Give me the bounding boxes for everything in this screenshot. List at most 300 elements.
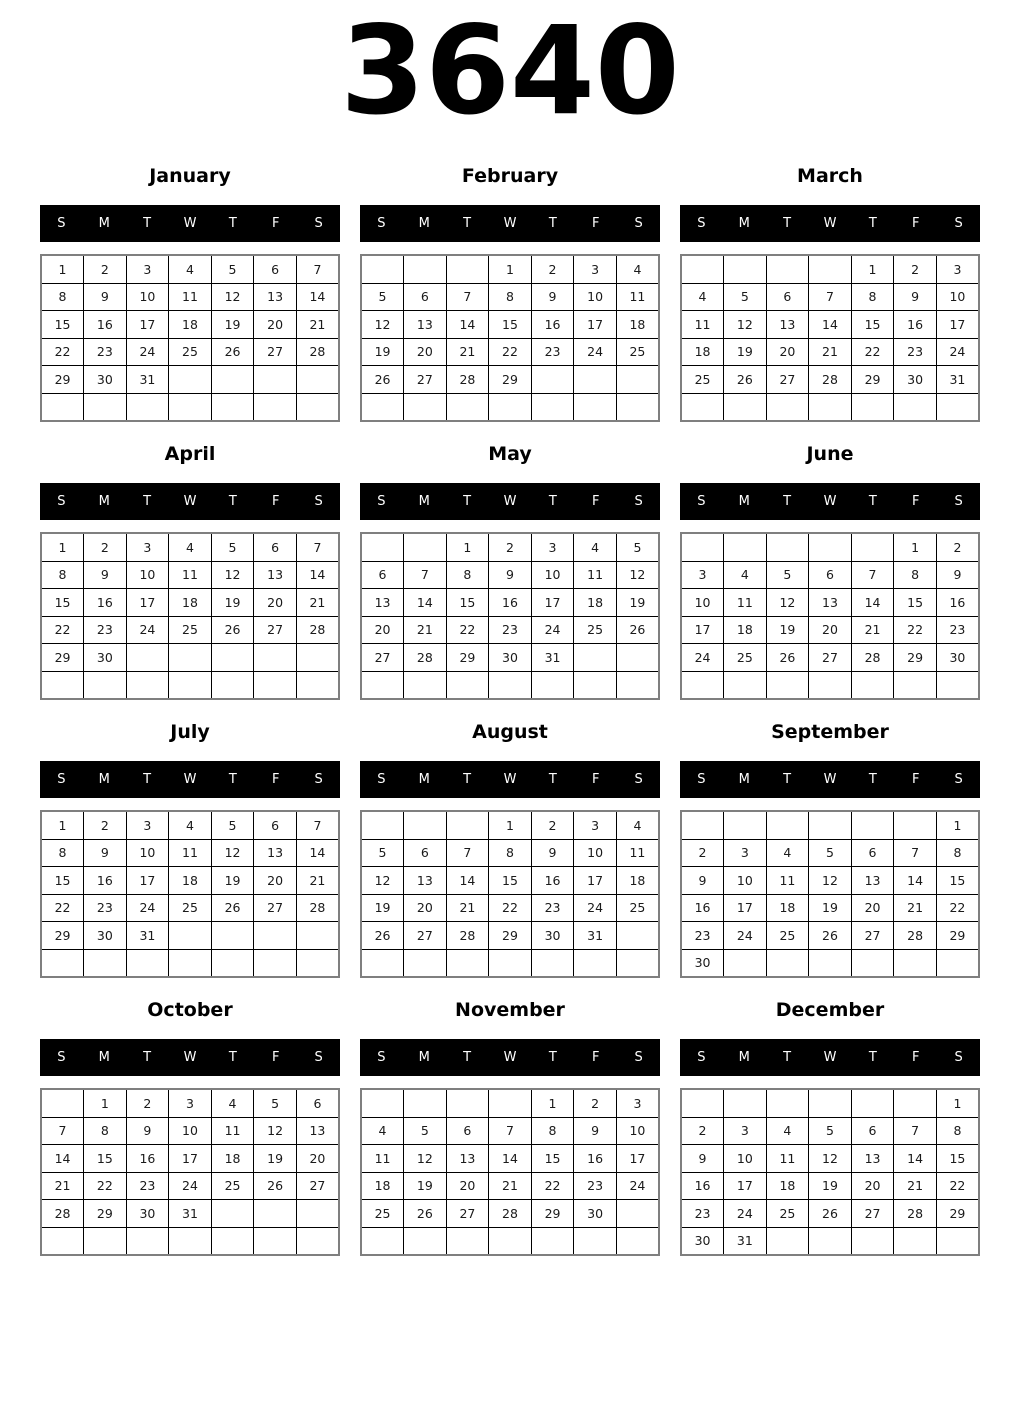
empty-day-cell xyxy=(574,1227,617,1255)
empty-day-cell xyxy=(724,255,767,283)
day-cell: 25 xyxy=(724,644,767,672)
day-cell: 21 xyxy=(446,894,489,922)
month-grid xyxy=(360,1088,660,1256)
day-cell: 6 xyxy=(446,1117,489,1145)
empty-day-cell xyxy=(489,393,532,421)
day-cell: 6 xyxy=(851,1117,894,1145)
week-row xyxy=(41,1200,339,1228)
weekday-label: T xyxy=(463,216,472,231)
day-cell: 27 xyxy=(361,644,404,672)
day-cell: 24 xyxy=(126,338,169,366)
empty-day-cell xyxy=(296,949,339,977)
day-cell: 25 xyxy=(616,894,659,922)
day-cell: 2 xyxy=(894,255,937,283)
day-cell: 25 xyxy=(681,366,724,394)
day-cell: 15 xyxy=(894,589,937,617)
empty-day-cell xyxy=(894,393,937,421)
day-cell: 20 xyxy=(254,867,297,895)
day-cell: 4 xyxy=(211,1089,254,1117)
weekday-label: F xyxy=(911,216,920,231)
week-row xyxy=(41,1145,339,1173)
day-cell: 26 xyxy=(211,338,254,366)
empty-day-cell xyxy=(531,393,574,421)
week-row xyxy=(681,366,979,394)
weekday-header xyxy=(680,483,980,520)
month-grid xyxy=(40,254,340,422)
day-cell: 5 xyxy=(724,283,767,311)
weekday-label: T xyxy=(143,1050,152,1065)
day-cell: 27 xyxy=(851,922,894,950)
weekday-label: T xyxy=(783,1050,792,1065)
weekday-header xyxy=(40,205,340,242)
week-row xyxy=(361,589,659,617)
day-cell: 20 xyxy=(446,1172,489,1200)
weekday-label: S xyxy=(697,216,706,231)
week-row xyxy=(681,338,979,366)
weekday-label: S xyxy=(954,1050,963,1065)
week-row xyxy=(361,671,659,699)
weekday-label: S xyxy=(954,494,963,509)
day-cell: 20 xyxy=(254,589,297,617)
day-cell: 16 xyxy=(681,1172,724,1200)
empty-day-cell xyxy=(361,255,404,283)
week-row xyxy=(41,366,339,394)
day-cell: 15 xyxy=(851,311,894,339)
day-cell: 14 xyxy=(296,561,339,589)
week-row xyxy=(41,671,339,699)
week-row xyxy=(681,644,979,672)
empty-day-cell xyxy=(851,1227,894,1255)
empty-day-cell xyxy=(84,393,127,421)
day-cell: 21 xyxy=(296,589,339,617)
week-row xyxy=(361,283,659,311)
empty-day-cell xyxy=(211,949,254,977)
week-row xyxy=(41,561,339,589)
weekday-label: W xyxy=(183,216,197,231)
day-cell: 24 xyxy=(724,1200,767,1228)
day-cell: 15 xyxy=(84,1145,127,1173)
weekday-label: F xyxy=(591,1050,600,1065)
weekday-label: W xyxy=(183,1050,197,1065)
year-title: 3640 xyxy=(340,0,680,142)
empty-day-cell xyxy=(616,366,659,394)
day-cell: 7 xyxy=(446,839,489,867)
weekday-header xyxy=(40,761,340,798)
empty-day-cell xyxy=(851,949,894,977)
day-cell: 16 xyxy=(531,311,574,339)
day-cell: 26 xyxy=(809,922,852,950)
day-cell: 20 xyxy=(851,894,894,922)
weekday-header xyxy=(360,483,660,520)
week-row xyxy=(681,811,979,839)
empty-day-cell xyxy=(766,949,809,977)
empty-day-cell xyxy=(126,644,169,672)
day-cell: 21 xyxy=(809,338,852,366)
empty-day-cell xyxy=(404,533,447,561)
weekday-label: S xyxy=(314,494,323,509)
day-cell: 2 xyxy=(84,255,127,283)
day-cell: 24 xyxy=(616,1172,659,1200)
day-cell: 10 xyxy=(936,283,979,311)
day-cell: 29 xyxy=(531,1200,574,1228)
weekday-label: M xyxy=(98,216,110,231)
empty-day-cell xyxy=(766,533,809,561)
empty-day-cell xyxy=(126,393,169,421)
empty-day-cell xyxy=(41,671,84,699)
empty-day-cell xyxy=(531,671,574,699)
day-cell: 9 xyxy=(126,1117,169,1145)
day-cell: 11 xyxy=(169,561,212,589)
day-cell: 19 xyxy=(361,894,404,922)
weekday-label: T xyxy=(868,216,877,231)
empty-day-cell xyxy=(574,949,617,977)
day-cell: 28 xyxy=(894,1200,937,1228)
day-cell: 2 xyxy=(531,255,574,283)
day-cell: 6 xyxy=(254,533,297,561)
empty-day-cell xyxy=(766,1227,809,1255)
empty-day-cell xyxy=(361,533,404,561)
day-cell: 27 xyxy=(254,616,297,644)
month-title: May xyxy=(488,443,532,465)
day-cell: 8 xyxy=(446,561,489,589)
week-row xyxy=(41,1117,339,1145)
empty-day-cell xyxy=(254,949,297,977)
day-cell: 14 xyxy=(851,589,894,617)
day-cell: 29 xyxy=(489,922,532,950)
day-cell: 12 xyxy=(211,283,254,311)
day-cell: 27 xyxy=(446,1200,489,1228)
day-cell: 26 xyxy=(211,616,254,644)
week-row xyxy=(681,1227,979,1255)
week-row xyxy=(41,393,339,421)
day-cell: 20 xyxy=(809,616,852,644)
week-row xyxy=(681,867,979,895)
day-cell: 27 xyxy=(254,338,297,366)
day-cell: 20 xyxy=(766,338,809,366)
day-cell: 15 xyxy=(489,311,532,339)
day-cell: 22 xyxy=(446,616,489,644)
week-row xyxy=(681,1145,979,1173)
empty-day-cell xyxy=(404,671,447,699)
empty-day-cell xyxy=(446,393,489,421)
empty-day-cell xyxy=(404,1089,447,1117)
day-cell: 5 xyxy=(809,839,852,867)
empty-day-cell xyxy=(446,1227,489,1255)
day-cell: 16 xyxy=(84,867,127,895)
months-grid xyxy=(0,154,1020,1256)
day-cell: 10 xyxy=(724,1145,767,1173)
empty-day-cell xyxy=(296,1200,339,1228)
empty-day-cell xyxy=(41,393,84,421)
empty-day-cell xyxy=(489,671,532,699)
day-cell: 9 xyxy=(681,867,724,895)
day-cell: 8 xyxy=(489,839,532,867)
day-cell: 26 xyxy=(404,1200,447,1228)
day-cell: 4 xyxy=(766,1117,809,1145)
weekday-label: M xyxy=(738,1050,750,1065)
day-cell: 5 xyxy=(211,255,254,283)
day-cell: 29 xyxy=(851,366,894,394)
day-cell: 23 xyxy=(84,616,127,644)
week-row xyxy=(361,366,659,394)
day-cell: 15 xyxy=(531,1145,574,1173)
day-cell: 14 xyxy=(296,283,339,311)
empty-day-cell xyxy=(169,671,212,699)
empty-day-cell xyxy=(894,1089,937,1117)
day-cell: 14 xyxy=(894,1145,937,1173)
day-cell: 10 xyxy=(681,589,724,617)
day-cell: 21 xyxy=(894,894,937,922)
day-cell: 1 xyxy=(41,811,84,839)
day-cell: 22 xyxy=(936,1172,979,1200)
day-cell: 3 xyxy=(531,533,574,561)
day-cell: 27 xyxy=(851,1200,894,1228)
month-grid xyxy=(360,532,660,700)
day-cell: 11 xyxy=(616,283,659,311)
day-cell: 29 xyxy=(84,1200,127,1228)
day-cell: 1 xyxy=(446,533,489,561)
day-cell: 1 xyxy=(84,1089,127,1117)
empty-day-cell xyxy=(894,949,937,977)
day-cell: 26 xyxy=(211,894,254,922)
empty-day-cell xyxy=(296,922,339,950)
day-cell: 7 xyxy=(446,283,489,311)
empty-day-cell xyxy=(84,671,127,699)
day-cell: 26 xyxy=(361,922,404,950)
day-cell: 17 xyxy=(126,311,169,339)
day-cell: 20 xyxy=(404,338,447,366)
day-cell: 6 xyxy=(254,255,297,283)
day-cell: 6 xyxy=(254,811,297,839)
empty-day-cell xyxy=(489,949,532,977)
week-row xyxy=(41,589,339,617)
weekday-label: W xyxy=(503,1050,517,1065)
weekday-label: T xyxy=(463,772,472,787)
day-cell: 4 xyxy=(169,533,212,561)
day-cell: 24 xyxy=(681,644,724,672)
day-cell: 7 xyxy=(296,811,339,839)
day-cell: 3 xyxy=(616,1089,659,1117)
month-december xyxy=(680,988,980,1256)
day-cell: 4 xyxy=(361,1117,404,1145)
week-row xyxy=(361,1089,659,1117)
weekday-label: W xyxy=(823,772,837,787)
empty-day-cell xyxy=(211,1227,254,1255)
day-cell: 28 xyxy=(296,338,339,366)
week-row xyxy=(361,894,659,922)
day-cell: 20 xyxy=(254,311,297,339)
day-cell: 16 xyxy=(84,589,127,617)
day-cell: 12 xyxy=(211,839,254,867)
month-title: September xyxy=(771,721,889,743)
day-cell: 22 xyxy=(84,1172,127,1200)
weekday-label: T xyxy=(463,494,472,509)
weekday-label: W xyxy=(823,494,837,509)
weekday-label: F xyxy=(591,494,600,509)
day-cell: 7 xyxy=(851,561,894,589)
empty-day-cell xyxy=(169,949,212,977)
month-may xyxy=(360,432,660,700)
month-title: February xyxy=(461,165,559,187)
day-cell: 8 xyxy=(851,283,894,311)
empty-day-cell xyxy=(616,949,659,977)
weekday-header xyxy=(680,1039,980,1076)
day-cell: 10 xyxy=(574,283,617,311)
day-cell: 5 xyxy=(211,811,254,839)
weekday-label: T xyxy=(228,216,237,231)
weekday-label: S xyxy=(634,772,643,787)
day-cell: 7 xyxy=(894,839,937,867)
empty-day-cell xyxy=(724,811,767,839)
day-cell: 13 xyxy=(851,867,894,895)
day-cell: 2 xyxy=(936,533,979,561)
empty-day-cell xyxy=(936,393,979,421)
empty-day-cell xyxy=(766,1089,809,1117)
day-cell: 5 xyxy=(766,561,809,589)
day-cell: 12 xyxy=(254,1117,297,1145)
day-cell: 16 xyxy=(531,867,574,895)
day-cell: 20 xyxy=(361,616,404,644)
empty-day-cell xyxy=(616,922,659,950)
month-march xyxy=(680,154,980,422)
week-row xyxy=(361,949,659,977)
day-cell: 12 xyxy=(616,561,659,589)
day-cell: 23 xyxy=(531,894,574,922)
day-cell: 12 xyxy=(211,561,254,589)
empty-day-cell xyxy=(211,644,254,672)
week-row xyxy=(361,1227,659,1255)
day-cell: 29 xyxy=(936,922,979,950)
weekday-label: S xyxy=(57,1050,66,1065)
weekday-label: S xyxy=(697,772,706,787)
day-cell: 28 xyxy=(894,922,937,950)
day-cell: 4 xyxy=(766,839,809,867)
day-cell: 5 xyxy=(809,1117,852,1145)
day-cell: 10 xyxy=(724,867,767,895)
day-cell: 15 xyxy=(936,1145,979,1173)
day-cell: 11 xyxy=(169,839,212,867)
day-cell: 21 xyxy=(404,616,447,644)
empty-day-cell xyxy=(211,922,254,950)
day-cell: 1 xyxy=(894,533,937,561)
day-cell: 2 xyxy=(489,533,532,561)
day-cell: 7 xyxy=(894,1117,937,1145)
empty-day-cell xyxy=(296,1227,339,1255)
day-cell: 14 xyxy=(41,1145,84,1173)
empty-day-cell xyxy=(296,644,339,672)
empty-day-cell xyxy=(169,644,212,672)
day-cell: 6 xyxy=(404,283,447,311)
week-row xyxy=(681,1172,979,1200)
weekday-label: M xyxy=(418,216,430,231)
day-cell: 12 xyxy=(361,311,404,339)
day-cell: 20 xyxy=(851,1172,894,1200)
weekday-label: F xyxy=(591,772,600,787)
empty-day-cell xyxy=(41,1089,84,1117)
weekday-header xyxy=(40,1039,340,1076)
month-title: June xyxy=(806,443,854,465)
weekday-label: F xyxy=(911,494,920,509)
empty-day-cell xyxy=(616,671,659,699)
day-cell: 18 xyxy=(361,1172,404,1200)
weekday-label: T xyxy=(868,1050,877,1065)
empty-day-cell xyxy=(724,533,767,561)
week-row xyxy=(361,311,659,339)
day-cell: 21 xyxy=(296,867,339,895)
day-cell: 23 xyxy=(84,894,127,922)
month-grid xyxy=(680,1088,980,1256)
empty-day-cell xyxy=(809,811,852,839)
empty-day-cell xyxy=(681,671,724,699)
week-row xyxy=(681,589,979,617)
day-cell: 27 xyxy=(296,1172,339,1200)
day-cell: 30 xyxy=(84,366,127,394)
day-cell: 5 xyxy=(211,533,254,561)
month-title: October xyxy=(147,999,233,1021)
day-cell: 24 xyxy=(574,338,617,366)
day-cell: 4 xyxy=(574,533,617,561)
week-row xyxy=(681,283,979,311)
week-row xyxy=(681,255,979,283)
week-row xyxy=(361,338,659,366)
empty-day-cell xyxy=(41,949,84,977)
day-cell: 19 xyxy=(616,589,659,617)
day-cell: 16 xyxy=(936,589,979,617)
day-cell: 13 xyxy=(404,311,447,339)
day-cell: 18 xyxy=(169,867,212,895)
weekday-label: W xyxy=(503,772,517,787)
empty-day-cell xyxy=(681,393,724,421)
day-cell: 27 xyxy=(404,366,447,394)
day-cell: 25 xyxy=(616,338,659,366)
day-cell: 24 xyxy=(126,894,169,922)
empty-day-cell xyxy=(296,366,339,394)
week-row xyxy=(41,811,339,839)
day-cell: 30 xyxy=(531,922,574,950)
empty-day-cell xyxy=(41,1227,84,1255)
weekday-label: S xyxy=(377,216,386,231)
day-cell: 14 xyxy=(894,867,937,895)
day-cell: 25 xyxy=(361,1200,404,1228)
weekday-label: T xyxy=(143,216,152,231)
weekday-label: S xyxy=(314,216,323,231)
day-cell: 1 xyxy=(936,811,979,839)
month-august xyxy=(360,710,660,978)
day-cell: 16 xyxy=(574,1145,617,1173)
empty-day-cell xyxy=(126,949,169,977)
month-title: March xyxy=(797,165,863,187)
month-title: November xyxy=(455,999,565,1021)
empty-day-cell xyxy=(254,1200,297,1228)
day-cell: 18 xyxy=(616,867,659,895)
weekday-label: T xyxy=(783,216,792,231)
weekday-label: T xyxy=(548,772,557,787)
weekday-label: S xyxy=(57,772,66,787)
day-cell: 27 xyxy=(404,922,447,950)
day-cell: 14 xyxy=(404,589,447,617)
day-cell: 28 xyxy=(851,644,894,672)
day-cell: 14 xyxy=(446,311,489,339)
day-cell: 25 xyxy=(169,338,212,366)
weekday-label: M xyxy=(418,1050,430,1065)
day-cell: 2 xyxy=(84,811,127,839)
week-row xyxy=(361,393,659,421)
day-cell: 10 xyxy=(574,839,617,867)
week-row xyxy=(361,616,659,644)
empty-day-cell xyxy=(616,393,659,421)
empty-day-cell xyxy=(616,1200,659,1228)
weekday-label: T xyxy=(463,1050,472,1065)
